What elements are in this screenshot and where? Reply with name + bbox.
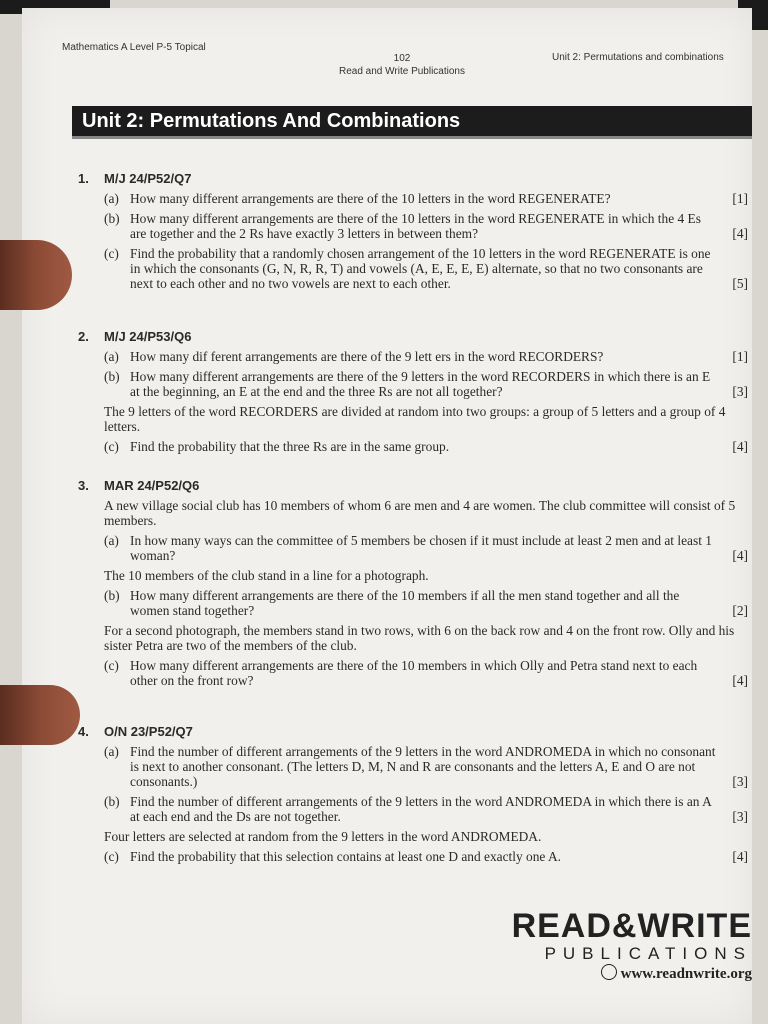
publisher-name: Read and Write Publications [339,66,465,77]
question-part: (c) How many different arrangements are there of the 10 members in which Olly and Petra stand next to each other on the front row? [4] [104,658,748,688]
header-subject: Mathematics A Level P-5 Topical [62,42,206,53]
question-part: (c) Find the probability that this selection contains at least one D and exactly one A. [4] [104,849,748,864]
question-part: (b) Find the number of different arrangements of the 9 letters in the word ANDROMEDA in which there is an A at each end and the Ds are not together. [3] [104,794,748,824]
question-4 [78,724,748,869]
question-part: (a) Find the number of different arrangements of the 9 letters in the word ANDROMEDA in which no consonant is next to another consonant. (The letters D, M, N and R are consonants and the letters A, E and O are not consonants.) [3] [104,744,748,789]
question-header: 4. O/N 23/P52/Q7 [78,724,193,739]
unit-title: Unit 2: Permutations And Combinations [82,110,461,132]
page-number: 102 [393,53,411,64]
question-header: 1. M/J 24/P52/Q7 [78,171,192,186]
question-part: (b) How many different arrangements are there of the 10 letters in the word REGENERATE in which the 4 Es are together and the 2 Rs have exactly 3 letters in between them? [4] [104,211,748,241]
logo-subtitle: PUBLICATIONS [544,944,752,963]
question-stem: The 9 letters of the word RECORDERS are divided at random into two groups: a group of 5 letters and a group of 4 letters. [104,404,726,434]
publisher-logo [502,908,752,983]
question-part: (c) Find the probability that a randomly chosen arrangement of the 10 letters in the word REGENERATE is one in which the consonants (G, N, R, R, T) and vowels (A, E, E, E, E) alternate, so that no two consonants are next to each other and no two vowels are next to each other. [5] [104,246,748,291]
question-2 [78,329,748,459]
document-page [22,8,752,1024]
question-1 [78,171,748,296]
question-stem: For a second photograph, the members stand in two rows, with 6 on the back row and 4 on the front row. Olly and his sister Petra are two of the members of the club. [104,623,735,653]
question-header: 3. MAR 24/P52/Q6 [78,478,200,493]
globe-icon [601,964,617,980]
finger-top [0,240,72,310]
question-stem: A new village social club has 10 members of whom 6 are men and 4 are women. The club committee will consist of 5 members. [104,498,736,528]
question-stem: Four letters are selected at random from the 9 letters in the word ANDROMEDA. [104,829,542,844]
question-part: (c) Find the probability that the three Rs are in the same group. [4] [104,439,748,454]
question-part: (b) How many different arrangements are there of the 10 members if all the men stand together and all the women stand together? [2] [104,588,748,618]
question-part: (b) How many different arrangements are there of the 9 letters in the word RECORDERS in which there is an E at the beginning, an E at the end and the three Rs are not all together? [3] [104,369,748,399]
question-part: (a) How many dif ferent arrangements are there of the 9 lett ers in the word RECORDERS? [1] [104,349,748,364]
question-stem: The 10 members of the club stand in a line for a photograph. [104,568,429,583]
question-3 [78,478,748,693]
unit-title-banner [72,106,752,139]
finger-bottom [0,685,80,745]
question-part: (a) How many different arrangements are there of the 10 letters in the word REGENERATE? [1] [104,191,748,206]
question-part: (a) In how many ways can the committee of 5 members be chosen if it must include at least 2 men and at least 1 woman? [4] [104,533,748,563]
logo-title: READ&WRITE [511,907,752,945]
question-header: 2. M/J 24/P53/Q6 [78,329,192,344]
header-center [322,52,482,78]
header-unit: Unit 2: Permutations and combinations [552,52,724,63]
logo-website: www.readnwrite.org [502,964,752,983]
